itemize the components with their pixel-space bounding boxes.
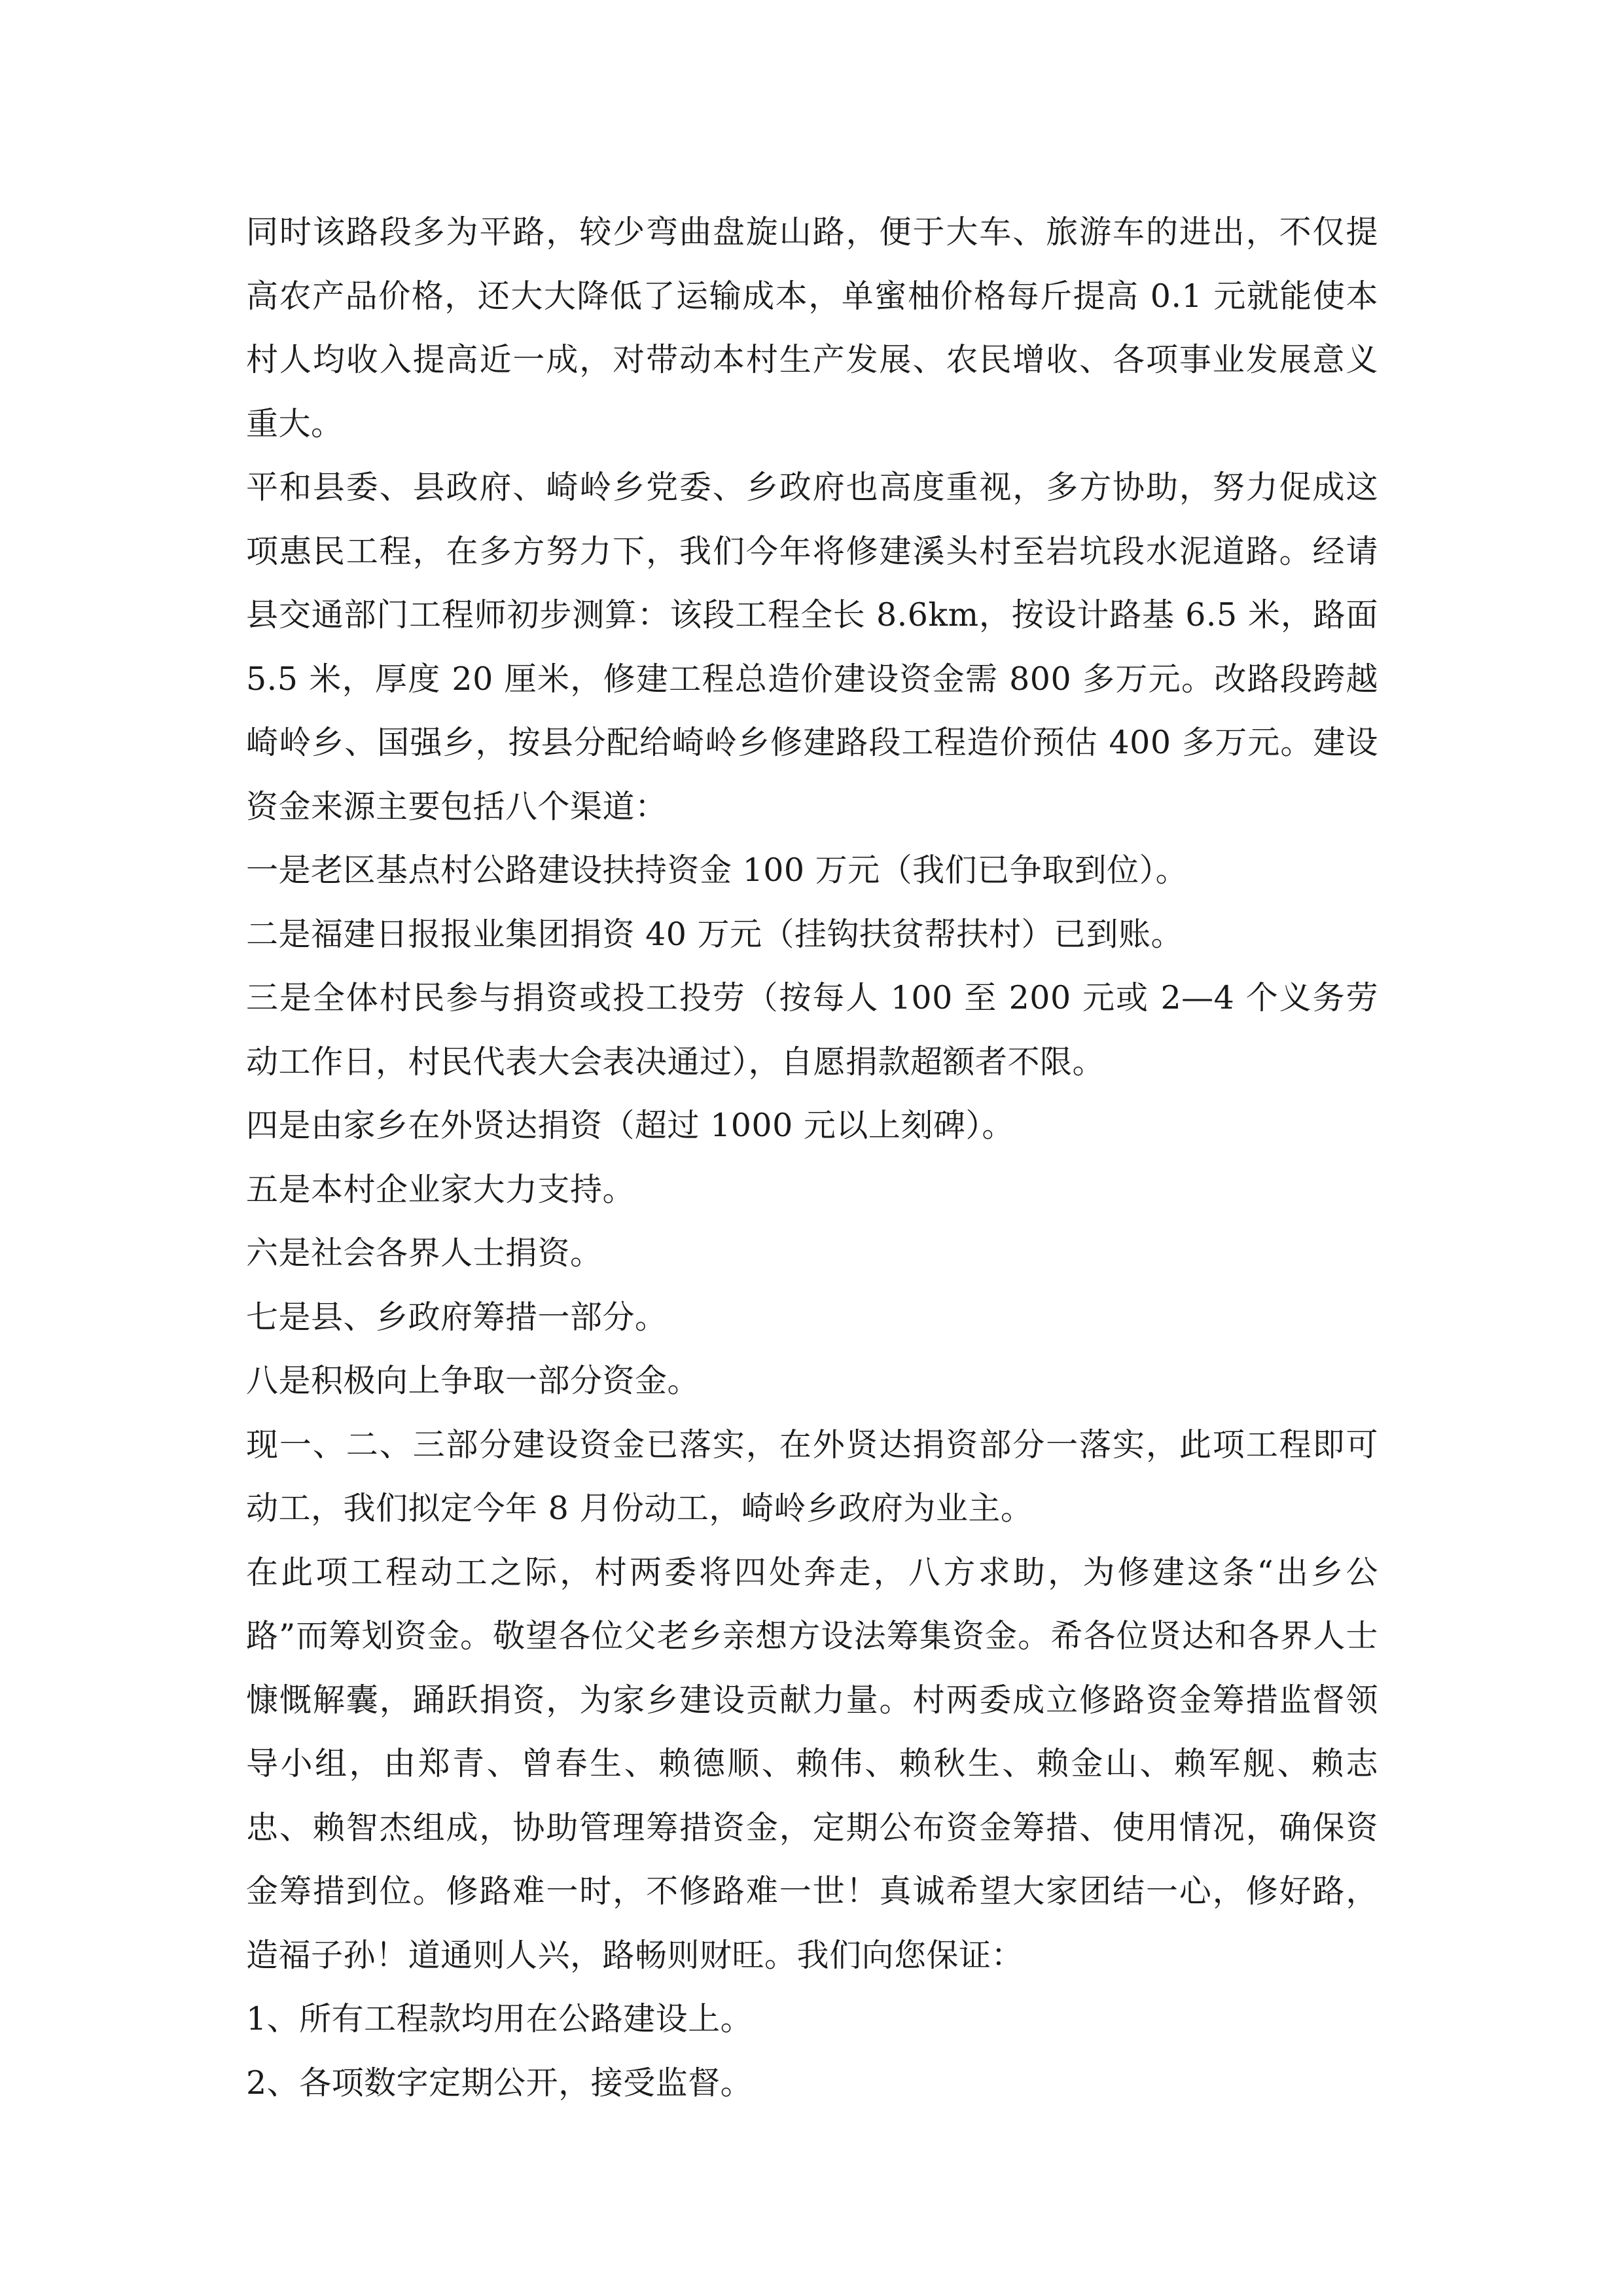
paragraph-guarantee-1: 1、所有工程款均用在公路建设上。 [246,2000,753,2037]
paragraph-funding-source-5: 五是本村企业家大力支持。 [246,1170,635,1208]
paragraph-funding-source-4: 四是由家乡在外贤达捐资（超过 1000 元以上刻碑）。 [246,1107,1014,1144]
paragraph-road-benefits: 同时该路段多为平路，较少弯曲盘旋山路，便于大车、旅游车的进出，不仅提高农产品价格，还大大降低了运输成本，单蜜柚价格每斤提高 0.1 元就能使本村人均收入提高近一成，对带动本村生产发展、农民增收、各项事业发展意义重大。 [246,213,1378,442]
paragraph-funding-source-3: 三是全体村民参与捐资或投工投劳（按每人 100 至 200 元或 2—4 个义务劳动工作日，村民代表大会表决通过），自愿捐款超额者不限。 [246,979,1378,1081]
body-text [246,200,1378,2115]
paragraph-funding-source-7: 七是县、乡政府筹措一部分。 [246,1298,668,1336]
paragraph-funding-source-1: 一是老区基点村公路建设扶持资金 100 万元（我们已争取到位）。 [246,852,1188,889]
paragraph-guarantee-2: 2、各项数字定期公开，接受监督。 [246,2064,753,2102]
paragraph-project-overview: 平和县委、县政府、崎岭乡党委、乡政府也高度重视，多方协助，努力促成这项惠民工程，在多方努力下，我们今年将修建溪头村至岩坑段水泥道路。经请县交通部门工程师初步测算：该段工程全长 8.6km，按设计路基 6.5 米，路面 5.5 米，厚度 20 厘米，修建工程总造价建设资金需 800 多万元。改路段跨越崎岭乡、国强乡，按县分配给崎岭乡修建路段工程造价预估 400 多万元。建设资金来源主要包括八个渠道： [246,469,1378,825]
paragraph-funding-source-8: 八是积极向上争取一部分资金。 [246,1362,700,1399]
paragraph-funding-source-2: 二是福建日报报业集团捐资 40 万元（挂钩扶贫帮扶村）已到账。 [246,915,1184,953]
paragraph-funding-source-6: 六是社会各界人士捐资。 [246,1234,603,1272]
paragraph-funding-status: 现一、二、三部分建设资金已落实，在外贤达捐资部分一落实，此项工程即可动工，我们拟定今年 8 月份动工，崎岭乡政府为业主。 [246,1426,1378,1527]
paragraph-appeal: 在此项工程动工之际，村两委将四处奔走，八方求助，为修建这条“出乡公路”而筹划资金。敬望各位父老乡亲想方设法筹集资金。希各位贤达和各界人士慷慨解囊，踊跃捐资，为家乡建设贡献力量。村两委成立修路资金筹措监督领导小组，由郑青、曾春生、赖德顺、赖伟、赖秋生、赖金山、赖军舰、赖志忠、赖智杰组成，协助管理筹措资金，定期公布资金筹措、使用情况，确保资金筹措到位。修路难一时，不修路难一世！真诚希望大家团结一心，修好路，造福子孙！道通则人兴，路畅则财旺。我们向您保证： [246,1553,1378,1974]
